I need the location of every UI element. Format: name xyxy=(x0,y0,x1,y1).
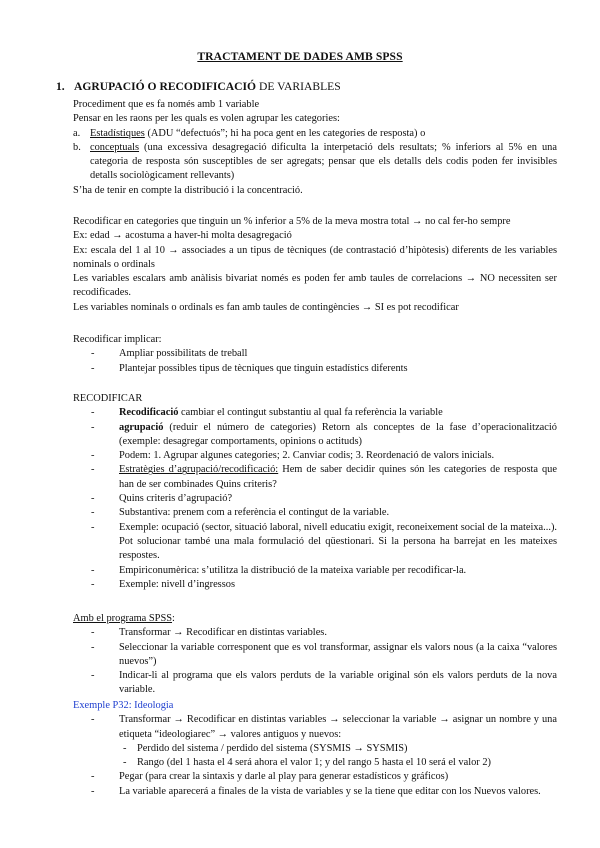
reason-item-a xyxy=(73,127,557,141)
recodificar-item xyxy=(73,578,557,592)
implicar-item xyxy=(73,347,557,361)
spss-step-2: Seleccionar la variable corresponent que es vol transformar, assignar els valors nous (a la caixa “valores nuevos”) xyxy=(119,641,557,667)
recodificar-item xyxy=(73,463,557,492)
dash-marker: - xyxy=(123,742,127,754)
section-number: 1. xyxy=(56,80,65,93)
section-heading-rest: DE VARIABLES xyxy=(256,80,341,93)
dash-marker: - xyxy=(91,771,95,783)
note-scale: Ex: escala del 1 al 10 → associades a un tipus de tècniques (de contrastació d’hipòtesis) diferents de les variables nominals o ordinals xyxy=(73,244,557,270)
reason-term-a: Estadístiques xyxy=(90,127,145,139)
spss-step-1: Transformar → Recodificar en distintas variables. xyxy=(119,627,327,639)
spss-item xyxy=(73,641,557,670)
spss-item xyxy=(73,669,557,698)
recodificar-item xyxy=(73,492,557,506)
dash-marker: - xyxy=(91,670,95,682)
example-item xyxy=(73,713,557,742)
spss-heading-text: Amb el programa SPSS xyxy=(73,613,173,624)
example-subitem xyxy=(73,756,557,770)
recodificar-block xyxy=(73,392,557,592)
recodificar-item xyxy=(73,564,557,578)
note-percent: Recodificar en categories que tinguin un % inferior a 5% de la meva mostra total → no cal fer-ho sempre xyxy=(73,216,511,227)
example-subitem xyxy=(73,742,557,756)
note-nominal: Les variables nominals o ordinals es fan amb taules de contingències → SI es pot recodificar xyxy=(73,301,459,313)
reason-marker-a: a. xyxy=(73,127,81,139)
note-age: Ex: edad → acostuma a haver-hi molta desagregació xyxy=(73,230,292,242)
empiriconumerica-text: Empiriconumèrica: s’utilitza la distribució de la mateixa variable per recodificar-la. xyxy=(119,564,467,576)
recodificar-item xyxy=(73,506,557,520)
recodificacio-term: Recodificació xyxy=(119,407,179,419)
spss-item xyxy=(73,626,557,640)
dash-marker: - xyxy=(91,641,95,653)
note-scalar: Les variables escalars amb anàlisis bivariat només es poden fer amb taules de correlacions → NO necessiten ser recodificades. xyxy=(73,273,557,299)
dash-marker: - xyxy=(123,757,127,769)
distribution-note: S’ha de tenir en compte la distribució i la concentració. xyxy=(73,184,303,196)
dash-marker: - xyxy=(91,578,95,590)
implicar-text: Ampliar possibilitats de treball xyxy=(119,348,248,360)
intro-line-1: Procediment que es fa només amb 1 variable xyxy=(73,99,260,110)
dash-marker: - xyxy=(91,362,95,374)
dash-marker: - xyxy=(91,348,95,360)
intro-block xyxy=(73,98,557,198)
dash-marker: - xyxy=(91,493,95,505)
reason-marker-b: b. xyxy=(73,141,81,153)
recodificacio-text: cambiar el contingut substantiu al qual fa referència la variable xyxy=(178,407,443,419)
example-step-1: Transformar → Recodificar en distintas variables → seleccionar la variable → asignar un nombre y una etiqueta “ideologiarec” → valores antiguos y nuevos: xyxy=(119,714,557,740)
recodificar-item xyxy=(73,521,557,564)
implicar-item xyxy=(73,362,557,376)
podem-text: Podem: 1. Agrupar algunes categories; 2. Canviar codis; 3. Reordenació de valors inicials. xyxy=(119,450,495,462)
ingressos-example-text: Exemple: nivell d’ingressos xyxy=(119,578,236,590)
example-item xyxy=(73,785,557,799)
section-heading-bold: AGRUPACIÓ O RECODIFICACIÓ xyxy=(74,80,257,93)
section-heading xyxy=(56,80,556,94)
recodificar-item xyxy=(73,406,557,420)
dash-marker: - xyxy=(91,627,95,639)
implicar-text: Plantejar possibles tipus de tècniques que tinguin estadístics diferents xyxy=(119,362,408,374)
example-step-2: Pegar (para crear la sintaxis y darle al play para generar estadísticos y gráficos) xyxy=(119,771,449,783)
agrupacio-text: (reduir el número de categories) Retorn als conceptes de la fase d’operacionalització (exemple: desagregar comportaments, opinions o actituds) xyxy=(119,421,557,447)
recodificar-item xyxy=(73,449,557,463)
example-substep-2: Rango (del 1 hasta el 4 será ahora el valor 1; y del rango 5 hasta el 10 será el valor 2) xyxy=(137,757,492,769)
ocupacio-example-text: Exemple: ocupació (sector, situació laboral, nivell educatiu exigit, reconeixement social de la mateixa...). Pot solucionar també una mala formulació del qüestionari. Si la persona ha barrejat en les mateixes respostes. xyxy=(119,521,557,562)
spss-step-3: Indicar-li al programa que els valors perduts de la variable original són els valors perduts de la nova variable. xyxy=(119,670,557,696)
estrategies-text: Hem de saber decidir quines són les categories de resposta que han de ser combinades Quins criteris? xyxy=(119,464,557,490)
spss-heading xyxy=(73,612,557,626)
intro-line-2: Pensar en les raons per les quals es volen agrupar les categories: xyxy=(73,113,340,125)
criteris-text: Quins criteris d’agrupació? xyxy=(119,493,233,505)
document-title: TRACTAMENT DE DADES AMB SPSS xyxy=(197,50,403,63)
recodificar-heading: RECODIFICAR xyxy=(73,393,143,404)
estrategies-term: Estratègies d’agrupació/recodificació: xyxy=(119,464,279,476)
dash-marker: - xyxy=(91,450,95,462)
dash-marker: - xyxy=(91,407,95,419)
spss-heading-colon: : xyxy=(172,613,175,624)
dash-marker: - xyxy=(91,714,95,726)
example-step-3: La variable aparecerá a finales de la vista de variables y se la tiene que editar con los Nuevos valores. xyxy=(119,785,541,797)
example-substep-1: Perdido del sistema / perdido del sistema (SYSMIS → SYSMIS) xyxy=(137,742,408,754)
substantiva-text: Substantiva: prenem com a referència el contingut de la variable. xyxy=(119,507,390,519)
dash-marker: - xyxy=(91,521,95,533)
spss-block xyxy=(73,612,557,698)
recodificar-item xyxy=(73,421,557,450)
recode-notes-block xyxy=(73,215,557,315)
reason-text-a: (ADU “defectuós”; hi ha poca gent en les categories de resposta) o xyxy=(144,127,426,139)
example-block xyxy=(73,699,557,799)
reason-text-b: (una excessiva desagregació dificulta la interpetació dels resultats; % inferiors al 5% en una categoria de resposta són susceptibles de ser agregats; pensar que els detalls dels codis poden fer invisibles detalls sociològicament rellevants) xyxy=(90,141,557,182)
implicar-heading: Recodificar implicar: xyxy=(73,334,162,345)
dash-marker: - xyxy=(91,464,95,476)
dash-marker: - xyxy=(91,421,95,433)
implicar-block xyxy=(73,333,557,376)
reason-term-b: conceptuals xyxy=(90,141,140,153)
reason-item-b xyxy=(73,141,557,184)
example-title: Exemple P32: Ideologia xyxy=(73,700,174,711)
dash-marker: - xyxy=(91,785,95,797)
dash-marker: - xyxy=(91,564,95,576)
agrupacio-term: agrupació xyxy=(119,421,164,433)
dash-marker: - xyxy=(91,507,95,519)
example-item xyxy=(73,770,557,784)
